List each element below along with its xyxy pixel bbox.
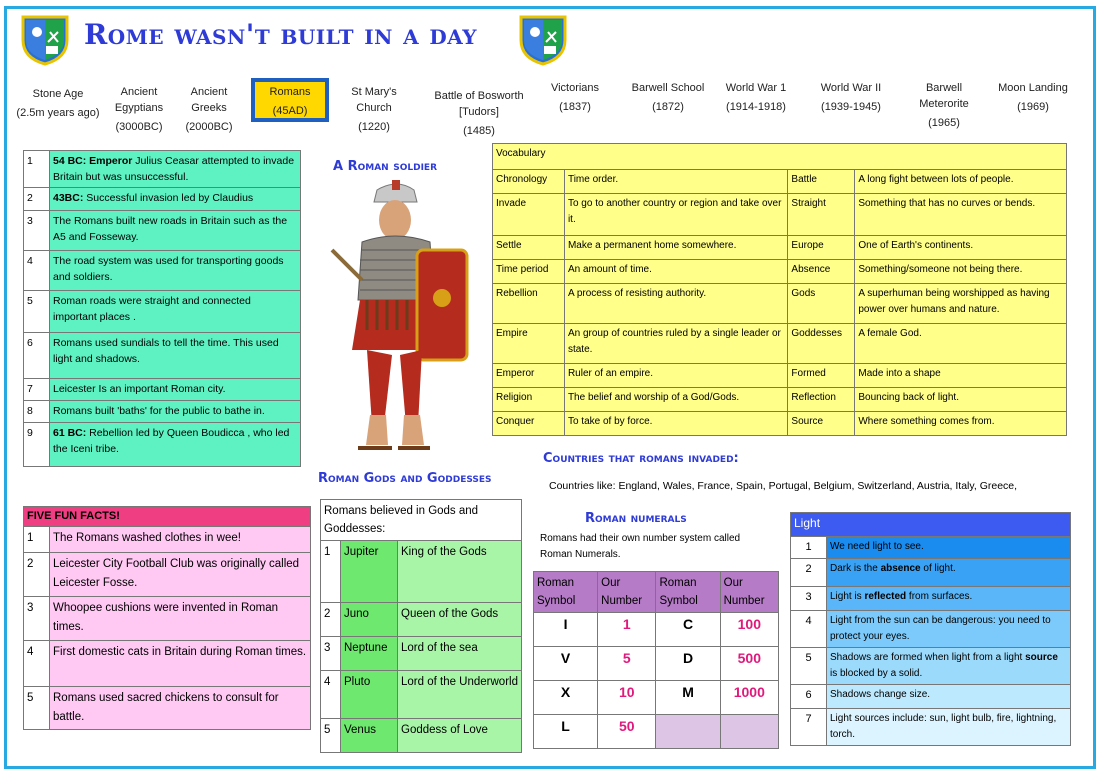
- timeline-event: Victorians: [550, 82, 600, 94]
- row-number: 4: [791, 611, 827, 648]
- timeline-date: (45AD): [272, 105, 308, 117]
- fact-text: First domestic cats in Britain during Roman times.: [50, 641, 311, 687]
- light-fact: Dark is the absence of light.: [827, 559, 1071, 587]
- our-number: 1: [598, 613, 656, 647]
- timeline-item: [623, 80, 713, 115]
- table-row: [24, 379, 301, 401]
- light-header-row: [791, 513, 1071, 537]
- table-row: [493, 260, 1067, 284]
- our-number: 100: [720, 613, 778, 647]
- vocab-definition: A superhuman being worshipped as having power over humans and nature.: [855, 284, 1067, 324]
- gods-intro: Romans believed in Gods and Goddesses:: [321, 500, 522, 541]
- timeline-event: World War II: [820, 82, 882, 94]
- fact-text: The Romans washed clothes in wee!: [50, 527, 311, 553]
- vocab-word: Invade: [493, 194, 565, 236]
- table-row: [24, 211, 301, 251]
- vocab-word: Time period: [493, 260, 565, 284]
- row-number: 1: [24, 527, 50, 553]
- table-row: [321, 603, 522, 637]
- table-row: [791, 611, 1071, 648]
- timeline-item: [540, 80, 610, 115]
- row-number: 7: [24, 379, 50, 401]
- row-number: 2: [791, 559, 827, 587]
- history-text: 61 BC: Rebellion led by Queen Boudicca , who led the Iceni tribe.: [50, 423, 301, 467]
- vocab-definition: Time order.: [564, 170, 787, 194]
- table-row: [24, 291, 301, 333]
- timeline-event: Stone Age: [32, 88, 84, 100]
- roman-symbol: V: [534, 647, 598, 681]
- vocab-definition: Where something comes from.: [855, 412, 1067, 436]
- numerals-header: Roman Symbol: [656, 572, 720, 613]
- numerals-header-row: [534, 572, 779, 613]
- table-row: [24, 333, 301, 379]
- light-fact: Light is reflected from surfaces.: [827, 587, 1071, 611]
- timeline-item: [990, 80, 1076, 115]
- vocab-definition: Bouncing back of light.: [855, 388, 1067, 412]
- numerals-title: Roman numerals: [585, 511, 687, 526]
- timeline-item: [12, 86, 104, 121]
- roman-numerals-table: [533, 571, 779, 749]
- timeline-event: Moon Landing: [998, 82, 1068, 94]
- history-text: Roman roads were straight and connected important places .: [50, 291, 301, 333]
- row-number: 1: [791, 537, 827, 559]
- light-fact: Shadows change size.: [827, 685, 1071, 709]
- timeline-event: Ancient Egyptians: [114, 86, 164, 114]
- row-number: 4: [24, 251, 50, 291]
- row-number: 5: [791, 648, 827, 685]
- table-row: [493, 412, 1067, 436]
- god-name: Neptune: [341, 637, 398, 671]
- roman-symbol: [656, 715, 720, 749]
- gods-table: [320, 499, 522, 753]
- timeline-item: [251, 78, 329, 122]
- row-number: 4: [24, 641, 50, 687]
- light-keyword: absence: [880, 563, 921, 574]
- vocab-word: Settle: [493, 236, 565, 260]
- table-row: [24, 553, 311, 597]
- table-row: [493, 388, 1067, 412]
- vocab-word: Emperor: [493, 364, 565, 388]
- vocab-definition: An amount of time.: [564, 260, 787, 284]
- countries-list: Countries like: England, Wales, France, Spain, Portugal, Belgium, Switzerland, Austria, Italy, Greece,: [549, 480, 1018, 492]
- table-row: [493, 364, 1067, 388]
- timeline-date: (1965): [928, 117, 960, 129]
- our-number: [720, 715, 778, 749]
- roman-soldier-image: [322, 180, 472, 460]
- god-name: Venus: [341, 719, 398, 753]
- history-date: 54 BC: Emperor: [53, 155, 133, 167]
- table-row: [493, 284, 1067, 324]
- vocabulary-table: [492, 143, 1067, 436]
- vocab-word: Religion: [493, 388, 565, 412]
- light-fact: We need light to see.: [827, 537, 1071, 559]
- table-row: [24, 251, 301, 291]
- table-row: [791, 587, 1071, 611]
- timeline-item: [426, 88, 532, 139]
- light-fact: Shadows are formed when light from a light source is blocked by a solid.: [827, 648, 1071, 685]
- vocab-definition: An group of countries ruled by a single leader or state.: [564, 324, 787, 364]
- table-row: [24, 188, 301, 211]
- timeline-date: (1872): [652, 101, 684, 113]
- timeline-date: (3000BC): [115, 121, 163, 133]
- table-row: [321, 719, 522, 753]
- row-number: 4: [321, 671, 341, 719]
- timeline-date: (2000BC): [185, 121, 233, 133]
- row-number: 3: [791, 587, 827, 611]
- our-number: 50: [598, 715, 656, 749]
- history-text: Romans built 'baths' for the public to bathe in.: [50, 401, 301, 423]
- god-role: Queen of the Gods: [398, 603, 522, 637]
- timeline-item: [180, 84, 238, 135]
- roman-symbol: X: [534, 681, 598, 715]
- table-row: [534, 681, 779, 715]
- soldier-title: A Roman soldier: [333, 159, 437, 174]
- table-row: [321, 671, 522, 719]
- our-number: 500: [720, 647, 778, 681]
- gods-title: Roman Gods and Goddesses: [318, 471, 492, 486]
- god-role: Lord of the sea: [398, 637, 522, 671]
- row-number: 5: [24, 291, 50, 333]
- row-number: 1: [321, 541, 341, 603]
- facts-header: FIVE FUN FACTS!: [24, 507, 311, 527]
- fact-text: Romans used sacred chickens to consult for battle.: [50, 687, 311, 730]
- table-row: [493, 324, 1067, 364]
- table-row: [24, 687, 311, 730]
- roman-symbol: I: [534, 613, 598, 647]
- timeline-event: Barwell Meterorite: [919, 82, 969, 110]
- timeline-date: (1837): [559, 101, 591, 113]
- vocab-word: Conquer: [493, 412, 565, 436]
- row-number: 5: [24, 687, 50, 730]
- numerals-intro: Romans had their own number system called Roman Numerals.: [540, 533, 741, 560]
- history-text: 43BC: Successful invasion led by Claudius: [50, 188, 301, 211]
- timeline-date: (1220): [358, 121, 390, 133]
- table-row: [534, 613, 779, 647]
- timeline-item: [906, 80, 982, 131]
- fun-facts-table: [23, 506, 311, 730]
- timeline-event: Barwell School: [631, 82, 705, 94]
- god-name: Jupiter: [341, 541, 398, 603]
- our-number: 5: [598, 647, 656, 681]
- light-keyword: reflected: [864, 591, 907, 602]
- numerals-header: Our Number: [598, 572, 656, 613]
- history-text: Romans used sundials to tell the time. This used light and shadows.: [50, 333, 301, 379]
- vocab-header: Vocabulary: [493, 144, 1067, 170]
- our-number: 1000: [720, 681, 778, 715]
- vocab-definition: A process of resisting authority.: [564, 284, 787, 324]
- vocab-definition: Something that has no curves or bends.: [855, 194, 1067, 236]
- timeline-item: [806, 80, 896, 115]
- god-name: Juno: [341, 603, 398, 637]
- table-row: [791, 685, 1071, 709]
- table-row: [791, 709, 1071, 746]
- timeline-event: St Mary's Church: [351, 86, 397, 114]
- row-number: 7: [791, 709, 827, 746]
- our-number: 10: [598, 681, 656, 715]
- timeline-event: Romans: [269, 86, 311, 98]
- vocab-word: Rebellion: [493, 284, 565, 324]
- facts-header-row: [24, 507, 311, 527]
- vocab-word: Absence: [788, 260, 855, 284]
- table-row: [24, 423, 301, 467]
- vocab-definition: The belief and worship of a God/Gods.: [564, 388, 787, 412]
- fact-text: Leicester City Football Club was originally called Leicester Fosse.: [50, 553, 311, 597]
- vocab-definition: A long fight between lots of people.: [855, 170, 1067, 194]
- table-row: [791, 559, 1071, 587]
- vocab-word: Empire: [493, 324, 565, 364]
- timeline-date: (1485): [463, 125, 495, 137]
- numerals-header: Our Number: [720, 572, 778, 613]
- school-crest-right-icon: [518, 14, 568, 66]
- row-number: 8: [24, 401, 50, 423]
- light-header: Light: [791, 513, 1071, 537]
- god-name: Pluto: [341, 671, 398, 719]
- fact-text: Whoopee cushions were invented in Roman times.: [50, 597, 311, 641]
- table-row: [321, 637, 522, 671]
- vocab-header-row: [493, 144, 1067, 170]
- table-row: [24, 401, 301, 423]
- history-table: [23, 150, 301, 467]
- table-row: [24, 641, 311, 687]
- vocab-word: Goddesses: [788, 324, 855, 364]
- timeline-event: World War 1: [725, 82, 787, 94]
- god-role: Lord of the Underworld: [398, 671, 522, 719]
- vocab-definition: Something/someone not being there.: [855, 260, 1067, 284]
- vocab-word: Formed: [788, 364, 855, 388]
- countries-title: Countries that romans invaded:: [543, 451, 739, 466]
- timeline-item: [716, 80, 796, 115]
- roman-symbol: C: [656, 613, 720, 647]
- vocab-word: Europe: [788, 236, 855, 260]
- table-row: [493, 194, 1067, 236]
- history-text: The road system was used for transporting goods and soldiers.: [50, 251, 301, 291]
- row-number: 2: [24, 553, 50, 597]
- timeline-date: (1969): [1017, 101, 1049, 113]
- vocab-definition: Make a permanent home somewhere.: [564, 236, 787, 260]
- timeline-date: (1939-1945): [821, 101, 881, 113]
- table-row: [534, 647, 779, 681]
- history-date: 61 BC:: [53, 427, 87, 439]
- row-number: 6: [24, 333, 50, 379]
- gods-intro-row: [321, 500, 522, 541]
- history-text: Leicester Is an important Roman city.: [50, 379, 301, 401]
- table-row: [24, 151, 301, 188]
- table-row: [321, 541, 522, 603]
- row-number: 3: [24, 597, 50, 641]
- vocab-definition: A female God.: [855, 324, 1067, 364]
- vocab-word: Source: [788, 412, 855, 436]
- timeline-item: [338, 84, 410, 135]
- roman-symbol: D: [656, 647, 720, 681]
- row-number: 1: [24, 151, 50, 188]
- vocab-definition: Made into a shape: [855, 364, 1067, 388]
- god-role: King of the Gods: [398, 541, 522, 603]
- vocab-word: Straight: [788, 194, 855, 236]
- light-keyword: source: [1025, 652, 1058, 663]
- vocab-word: Gods: [788, 284, 855, 324]
- history-text: 54 BC: Emperor Julius Ceasar attempted to invade Britain but was unsuccessful.: [50, 151, 301, 188]
- row-number: 5: [321, 719, 341, 753]
- timeline-date: (2.5m years ago): [16, 107, 100, 119]
- table-row: [791, 537, 1071, 559]
- vocab-word: Battle: [788, 170, 855, 194]
- table-row: [493, 236, 1067, 260]
- god-role: Goddess of Love: [398, 719, 522, 753]
- table-row: [24, 597, 311, 641]
- light-table: [790, 512, 1071, 746]
- page-title: Rome wasn't built in a day: [84, 18, 478, 51]
- timeline-date: (1914-1918): [726, 101, 786, 113]
- vocab-definition: One of Earth's continents.: [855, 236, 1067, 260]
- table-row: [791, 648, 1071, 685]
- light-fact: Light from the sun can be dangerous: you need to protect your eyes.: [827, 611, 1071, 648]
- vocab-definition: Ruler of an empire.: [564, 364, 787, 388]
- table-row: [493, 170, 1067, 194]
- history-date: 43BC:: [53, 192, 84, 204]
- numerals-header: Roman Symbol: [534, 572, 598, 613]
- row-number: 3: [24, 211, 50, 251]
- row-number: 2: [321, 603, 341, 637]
- table-row: [24, 527, 311, 553]
- light-fact: Light sources include: sun, light bulb, fire, lightning, torch.: [827, 709, 1071, 746]
- timeline-event: Battle of Bosworth [Tudors]: [434, 90, 524, 118]
- school-crest-left-icon: [20, 14, 70, 66]
- table-row: [534, 715, 779, 749]
- vocab-word: Reflection: [788, 388, 855, 412]
- roman-symbol: M: [656, 681, 720, 715]
- timeline-event: Ancient Greeks: [190, 86, 228, 114]
- vocab-definition: To go to another country or region and take over it.: [564, 194, 787, 236]
- history-text: The Romans built new roads in Britain such as the A5 and Fosseway.: [50, 211, 301, 251]
- roman-symbol: L: [534, 715, 598, 749]
- row-number: 3: [321, 637, 341, 671]
- vocab-word: Chronology: [493, 170, 565, 194]
- timeline-item: [108, 84, 170, 135]
- row-number: 9: [24, 423, 50, 467]
- row-number: 6: [791, 685, 827, 709]
- vocab-definition: To take of by force.: [564, 412, 787, 436]
- row-number: 2: [24, 188, 50, 211]
